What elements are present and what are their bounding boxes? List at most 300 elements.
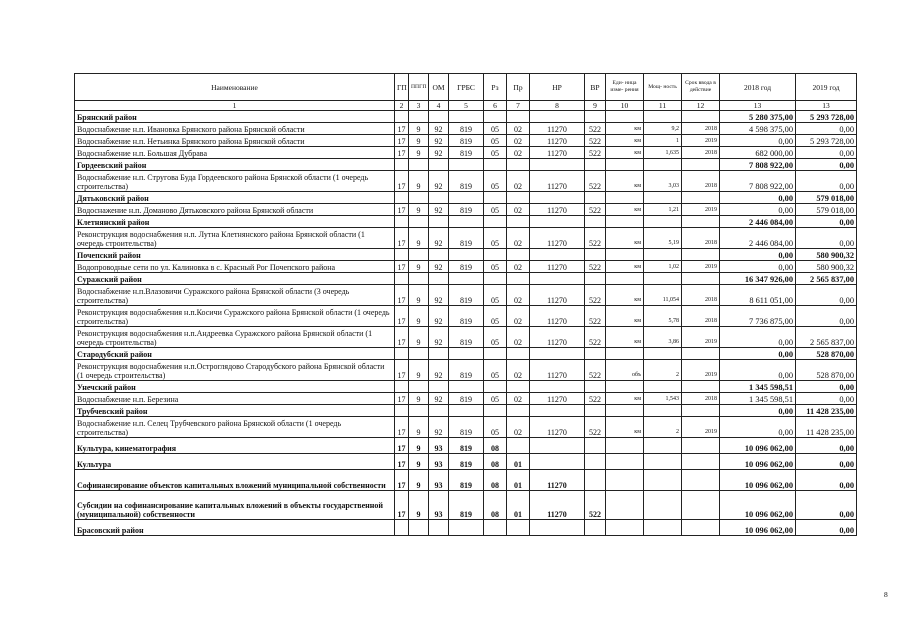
value-2019: 11 428 235,00	[796, 417, 857, 438]
column-index: 13	[720, 101, 796, 111]
empty-cell	[644, 192, 682, 204]
empty-cell	[530, 381, 585, 393]
value-2019: 0,00	[796, 228, 857, 249]
code-ppgp: 9	[409, 491, 429, 520]
code-pr: 02	[507, 147, 530, 159]
empty-cell	[682, 111, 720, 123]
capacity-cell: 1,02	[644, 261, 682, 273]
project-name: Водоснабжение н.п. Большая Дубрава	[75, 147, 395, 159]
code-gp: 17	[395, 204, 409, 216]
value-2018: 7 736 875,00	[720, 306, 796, 327]
value-2018: 1 345 598,51	[720, 393, 796, 405]
empty-cell	[395, 348, 409, 360]
empty-cell	[409, 405, 429, 417]
header-2019: 2019 год	[796, 74, 857, 101]
empty-cell	[449, 381, 484, 393]
code-grbs: 819	[449, 171, 484, 192]
code-gp: 17	[395, 327, 409, 348]
code-rz: 08	[484, 438, 507, 454]
empty-cell	[644, 348, 682, 360]
project-name: Водоснабжение н.п. Стругова Буда Гордеевского района Брянской области (1 очередь строительства)	[75, 171, 395, 192]
code-np: 11270	[530, 306, 585, 327]
empty-cell	[530, 273, 585, 285]
code-pr: 02	[507, 393, 530, 405]
empty-cell	[395, 159, 409, 171]
value-2018: 7 808 922,00	[720, 171, 796, 192]
empty-cell	[409, 159, 429, 171]
value-2019: 0,00	[796, 491, 857, 520]
empty-cell	[409, 192, 429, 204]
term-cell: 2018	[682, 147, 720, 159]
section-row	[75, 470, 857, 491]
header-capacity: Мощ- ность	[644, 74, 682, 101]
project-row	[75, 261, 857, 273]
code-pr: 02	[507, 171, 530, 192]
district-name: Унечский район	[75, 381, 395, 393]
unit-cell	[606, 438, 644, 454]
code-om: 92	[429, 393, 449, 405]
district-row	[75, 216, 857, 228]
term-cell: 2018	[682, 306, 720, 327]
unit-cell: км	[606, 285, 644, 306]
value-2019: 580 900,32	[796, 249, 857, 261]
capacity-cell: 1,21	[644, 204, 682, 216]
column-index: 11	[644, 101, 682, 111]
empty-cell	[530, 520, 585, 536]
empty-cell	[429, 273, 449, 285]
unit-cell: км	[606, 204, 644, 216]
empty-cell	[395, 405, 409, 417]
code-om: 92	[429, 204, 449, 216]
capacity-cell: 5,19	[644, 228, 682, 249]
empty-cell	[409, 249, 429, 261]
code-vr: 522	[585, 123, 606, 135]
empty-cell	[429, 111, 449, 123]
empty-cell	[395, 216, 409, 228]
code-rz: 08	[484, 454, 507, 470]
empty-cell	[507, 111, 530, 123]
value-2019: 0,00	[796, 470, 857, 491]
project-row	[75, 417, 857, 438]
unit-cell: км	[606, 327, 644, 348]
empty-cell	[429, 405, 449, 417]
district-name: Трубчевский район	[75, 405, 395, 417]
empty-cell	[507, 192, 530, 204]
project-name: Водоснажение н.п. Доманово Дятьковского района Брянской области	[75, 204, 395, 216]
code-vr: 522	[585, 327, 606, 348]
empty-cell	[682, 381, 720, 393]
empty-cell	[585, 348, 606, 360]
code-ppgp: 9	[409, 393, 429, 405]
code-gp: 17	[395, 147, 409, 159]
empty-cell	[606, 273, 644, 285]
section-row	[75, 438, 857, 454]
empty-cell	[644, 273, 682, 285]
capacity-cell: 1,635	[644, 147, 682, 159]
term-cell: 2018	[682, 123, 720, 135]
project-name: Реконструкция водоснабжения н.п. Лутна Клетнянского района Брянской области (1 очередь строительства)	[75, 228, 395, 249]
code-pr: 02	[507, 417, 530, 438]
empty-cell	[507, 159, 530, 171]
empty-cell	[682, 405, 720, 417]
value-2018: 0,00	[720, 360, 796, 381]
value-2019: 0,00	[796, 216, 857, 228]
unit-cell	[606, 491, 644, 520]
page-number: 8	[884, 590, 888, 599]
empty-cell	[682, 192, 720, 204]
empty-cell	[682, 249, 720, 261]
empty-cell	[484, 216, 507, 228]
empty-cell	[409, 381, 429, 393]
code-np	[530, 438, 585, 454]
code-pr: 02	[507, 123, 530, 135]
empty-cell	[530, 348, 585, 360]
code-grbs: 819	[449, 135, 484, 147]
code-gp: 17	[395, 393, 409, 405]
value-2018: 0,00	[720, 261, 796, 273]
value-2019: 0,00	[796, 393, 857, 405]
code-pr: 02	[507, 204, 530, 216]
code-gp: 17	[395, 285, 409, 306]
column-index: 10	[606, 101, 644, 111]
code-vr: 522	[585, 228, 606, 249]
value-2018: 0,00	[720, 348, 796, 360]
code-grbs: 819	[449, 228, 484, 249]
code-ppgp: 9	[409, 261, 429, 273]
code-grbs: 819	[449, 360, 484, 381]
column-index: 1	[75, 101, 395, 111]
empty-cell	[507, 405, 530, 417]
value-2019: 0,00	[796, 147, 857, 159]
empty-cell	[507, 381, 530, 393]
capacity-cell: 2	[644, 417, 682, 438]
code-pr: 01	[507, 470, 530, 491]
code-pr	[507, 438, 530, 454]
value-2018: 8 611 051,00	[720, 285, 796, 306]
unit-cell: км	[606, 417, 644, 438]
code-np: 11270	[530, 470, 585, 491]
code-rz: 05	[484, 360, 507, 381]
project-name: Водоснабжение н.п. Березина	[75, 393, 395, 405]
code-np: 11270	[530, 327, 585, 348]
district-name: Брасовский район	[75, 520, 395, 536]
column-index: 12	[682, 101, 720, 111]
term-cell: 2019	[682, 417, 720, 438]
code-pr: 02	[507, 261, 530, 273]
term-cell	[682, 470, 720, 491]
district-row	[75, 249, 857, 261]
code-ppgp: 9	[409, 285, 429, 306]
code-gp: 17	[395, 171, 409, 192]
value-2019: 579 018,00	[796, 204, 857, 216]
empty-cell	[682, 159, 720, 171]
code-gp: 17	[395, 228, 409, 249]
capacity-cell	[644, 454, 682, 470]
empty-cell	[682, 273, 720, 285]
district-name: Гордеевский район	[75, 159, 395, 171]
district-name: Дятьковский район	[75, 192, 395, 204]
value-2018: 0,00	[720, 405, 796, 417]
value-2019: 0,00	[796, 438, 857, 454]
unit-cell: км	[606, 123, 644, 135]
empty-cell	[449, 159, 484, 171]
empty-cell	[395, 273, 409, 285]
code-vr: 522	[585, 360, 606, 381]
capacity-cell	[644, 438, 682, 454]
code-np: 11270	[530, 147, 585, 159]
column-index: 5	[449, 101, 484, 111]
project-row	[75, 204, 857, 216]
code-rz: 05	[484, 306, 507, 327]
code-vr: 522	[585, 491, 606, 520]
empty-cell	[682, 520, 720, 536]
code-rz: 05	[484, 204, 507, 216]
value-2019: 528 870,00	[796, 360, 857, 381]
code-ppgp: 9	[409, 171, 429, 192]
empty-cell	[606, 159, 644, 171]
district-row	[75, 405, 857, 417]
code-rz: 05	[484, 261, 507, 273]
code-om: 92	[429, 306, 449, 327]
empty-cell	[484, 520, 507, 536]
code-pr: 02	[507, 135, 530, 147]
code-ppgp: 9	[409, 123, 429, 135]
section-name: Культура, кинематография	[75, 438, 395, 454]
term-cell: 2019	[682, 135, 720, 147]
column-index: 4	[429, 101, 449, 111]
code-ppgp: 9	[409, 327, 429, 348]
code-om: 93	[429, 470, 449, 491]
district-row	[75, 192, 857, 204]
project-name: Водоснабжение н.п. Нетьинка Брянского района Брянской области	[75, 135, 395, 147]
empty-cell	[429, 216, 449, 228]
code-om: 93	[429, 438, 449, 454]
value-2018: 0,00	[720, 327, 796, 348]
empty-cell	[644, 216, 682, 228]
code-ppgp: 9	[409, 147, 429, 159]
term-cell: 2018	[682, 171, 720, 192]
code-rz: 05	[484, 417, 507, 438]
code-np: 11270	[530, 228, 585, 249]
value-2018: 0,00	[720, 417, 796, 438]
empty-cell	[484, 159, 507, 171]
value-2019: 2 565 837,00	[796, 327, 857, 348]
term-cell: 2019	[682, 204, 720, 216]
section-name: Софинансирование объектов капитальных вложений муниципальной собственности	[75, 470, 395, 491]
header-rz: Рз	[484, 74, 507, 101]
empty-cell	[395, 381, 409, 393]
district-row	[75, 111, 857, 123]
empty-cell	[429, 381, 449, 393]
empty-cell	[409, 273, 429, 285]
column-index: 8	[530, 101, 585, 111]
project-row	[75, 135, 857, 147]
empty-cell	[395, 111, 409, 123]
empty-cell	[395, 192, 409, 204]
empty-cell	[409, 520, 429, 536]
section-name: Субсидии на софинансирование капитальных вложений в объекты государственной (муниципальной) собственности	[75, 491, 395, 520]
code-gp: 17	[395, 261, 409, 273]
value-2019: 0,00	[796, 306, 857, 327]
column-index: 13	[796, 101, 857, 111]
empty-cell	[606, 348, 644, 360]
project-name: Реконструкция водоснабжения н.п.Андреевка Суражского района Брянской области (1 очередь строительства)	[75, 327, 395, 348]
code-rz: 05	[484, 171, 507, 192]
empty-cell	[429, 348, 449, 360]
district-name: Брянский район	[75, 111, 395, 123]
value-2018: 5 280 375,00	[720, 111, 796, 123]
code-om: 92	[429, 327, 449, 348]
code-np: 11270	[530, 261, 585, 273]
value-2019: 2 565 837,00	[796, 273, 857, 285]
empty-cell	[484, 348, 507, 360]
code-gp: 17	[395, 417, 409, 438]
header-unit: Еди- ница изме- рения	[606, 74, 644, 101]
capacity-cell: 1	[644, 135, 682, 147]
empty-cell	[484, 111, 507, 123]
empty-cell	[449, 348, 484, 360]
empty-cell	[449, 192, 484, 204]
code-grbs: 819	[449, 438, 484, 454]
code-gp: 17	[395, 360, 409, 381]
empty-cell	[449, 273, 484, 285]
code-ppgp: 9	[409, 306, 429, 327]
code-om: 92	[429, 171, 449, 192]
header-vr: ВР	[585, 74, 606, 101]
term-cell: 2019	[682, 261, 720, 273]
project-row	[75, 147, 857, 159]
code-pr: 02	[507, 360, 530, 381]
code-np: 11270	[530, 123, 585, 135]
empty-cell	[484, 192, 507, 204]
value-2018: 10 096 062,00	[720, 520, 796, 536]
empty-cell	[585, 216, 606, 228]
empty-cell	[644, 405, 682, 417]
district-row	[75, 273, 857, 285]
code-ppgp: 9	[409, 360, 429, 381]
code-om: 92	[429, 417, 449, 438]
empty-cell	[484, 273, 507, 285]
project-row	[75, 171, 857, 192]
empty-cell	[644, 249, 682, 261]
unit-cell: км	[606, 135, 644, 147]
empty-cell	[606, 520, 644, 536]
capacity-cell: 11,054	[644, 285, 682, 306]
code-rz: 05	[484, 327, 507, 348]
unit-cell	[606, 454, 644, 470]
empty-cell	[484, 405, 507, 417]
empty-cell	[644, 381, 682, 393]
code-pr: 02	[507, 285, 530, 306]
header-name: Наименование	[75, 74, 395, 101]
empty-cell	[409, 348, 429, 360]
empty-cell	[585, 192, 606, 204]
district-row	[75, 159, 857, 171]
code-grbs: 819	[449, 470, 484, 491]
code-rz: 05	[484, 393, 507, 405]
project-row	[75, 123, 857, 135]
project-name: Реконструкция водоснабжения н.п.Косичи Суражского района Брянской области (1 очередь строительства)	[75, 306, 395, 327]
district-row	[75, 381, 857, 393]
value-2019: 5 293 728,00	[796, 135, 857, 147]
code-np: 11270	[530, 393, 585, 405]
column-index: 7	[507, 101, 530, 111]
empty-cell	[585, 111, 606, 123]
code-pr: 02	[507, 228, 530, 249]
code-grbs: 819	[449, 285, 484, 306]
empty-cell	[530, 216, 585, 228]
project-name: Водоснабжение н.п. Селец Трубчевского района Брянской области (1 очередь строительства)	[75, 417, 395, 438]
code-rz: 08	[484, 470, 507, 491]
empty-cell	[530, 159, 585, 171]
value-2019: 0,00	[796, 520, 857, 536]
unit-cell: км	[606, 306, 644, 327]
empty-cell	[530, 249, 585, 261]
code-rz: 05	[484, 123, 507, 135]
code-om: 92	[429, 360, 449, 381]
project-row	[75, 228, 857, 249]
term-cell: 2019	[682, 327, 720, 348]
empty-cell	[507, 249, 530, 261]
empty-cell	[429, 159, 449, 171]
code-ppgp: 9	[409, 417, 429, 438]
code-rz: 05	[484, 135, 507, 147]
column-index: 3	[409, 101, 429, 111]
value-2018: 10 096 062,00	[720, 491, 796, 520]
code-vr: 522	[585, 135, 606, 147]
empty-cell	[507, 273, 530, 285]
term-cell: 2019	[682, 360, 720, 381]
header-grbs: ГРБС	[449, 74, 484, 101]
header-2018: 2018 год	[720, 74, 796, 101]
empty-cell	[682, 216, 720, 228]
capacity-cell: 1,543	[644, 393, 682, 405]
empty-cell	[585, 381, 606, 393]
code-vr: 522	[585, 306, 606, 327]
code-vr: 522	[585, 261, 606, 273]
code-om: 93	[429, 491, 449, 520]
value-2018: 2 446 084,00	[720, 228, 796, 249]
term-cell: 2018	[682, 228, 720, 249]
code-vr: 522	[585, 417, 606, 438]
code-om: 92	[429, 147, 449, 159]
term-cell	[682, 438, 720, 454]
empty-cell	[585, 273, 606, 285]
value-2019: 0,00	[796, 171, 857, 192]
value-2019: 0,00	[796, 285, 857, 306]
project-row	[75, 285, 857, 306]
code-grbs: 819	[449, 306, 484, 327]
code-np: 11270	[530, 360, 585, 381]
empty-cell	[606, 249, 644, 261]
code-vr	[585, 438, 606, 454]
code-grbs: 819	[449, 454, 484, 470]
code-ppgp: 9	[409, 228, 429, 249]
empty-cell	[395, 249, 409, 261]
value-2019: 0,00	[796, 159, 857, 171]
code-pr: 01	[507, 454, 530, 470]
term-cell	[682, 491, 720, 520]
code-vr: 522	[585, 393, 606, 405]
term-cell: 2018	[682, 285, 720, 306]
empty-cell	[484, 249, 507, 261]
project-name: Водоснабжение н.п. Ивановка Брянского района Брянской области	[75, 123, 395, 135]
header-pr: Пр	[507, 74, 530, 101]
empty-cell	[585, 520, 606, 536]
code-grbs: 819	[449, 147, 484, 159]
value-2019: 580 900,32	[796, 261, 857, 273]
code-om: 92	[429, 135, 449, 147]
